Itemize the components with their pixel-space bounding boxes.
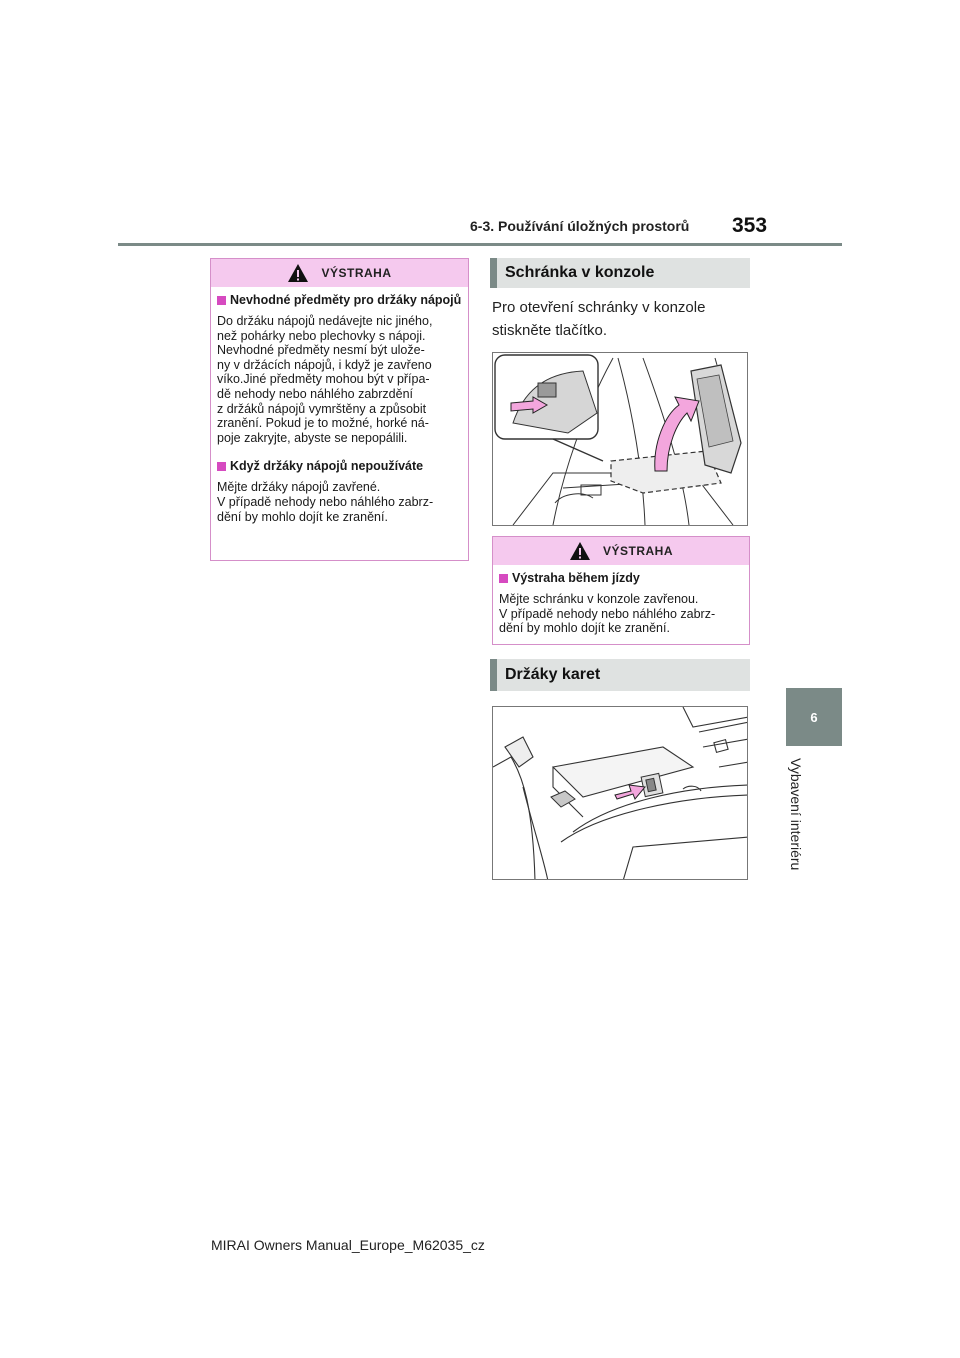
warning-heading: VÝSTRAHA <box>321 266 392 280</box>
warning-heading: VÝSTRAHA <box>602 544 673 558</box>
console-box-illustration <box>492 352 748 526</box>
card-holder-drawing <box>493 707 748 880</box>
warning-item-text: Mějte schránku v konzole zavřenou. V případě nehody nebo náhlého zabrz- dění by mohlo dojít ke zranění. <box>499 592 716 636</box>
chapter-tab: 6 <box>786 688 842 746</box>
card-holder-illustration <box>492 706 748 880</box>
footer-manual-id: MIRAI Owners Manual_Europe_M62035_cz <box>211 1237 485 1253</box>
warning-item-title: Nevhodné předměty pro držáky nápojů <box>217 293 462 308</box>
warning-item-text: Mějte držáky nápojů zavřené. V případě nehody nebo náhlého zabrz- dění by mohlo dojít ke zranění. <box>217 480 434 524</box>
warning-box-cup-holders <box>210 258 469 561</box>
warning-item-title: Když držáky nápojů nepoužíváte <box>217 459 462 474</box>
warning-box-driving <box>492 536 750 645</box>
console-box-instructions: Pro otevření schránky v konzole stiskněte tlačítko. <box>492 299 706 339</box>
warning-item-text: Do držáku nápojů nedávejte nic jiného, než pohárky nebo plechovky s nápoji. Nevhodné předměty nesmí být ulože- ny v držácích nápojů, i když je zavřeno víko.Jiné předměty mohou být v přípa- dě nehody nebo náhlého zabrzdění z držáků nápojů vymrštěny a způsobit zranění. Pokud je to možné, horké ná- poje zakryjte, abyste se nepopálili. <box>217 314 433 445</box>
section-title: 6-3. Používání úložných prostorů <box>470 218 690 234</box>
section-heading-console-box: Schránka v konzole <box>490 258 750 288</box>
section-heading-card-holders: Držáky karet <box>490 659 750 691</box>
header-divider <box>118 243 842 246</box>
warning-header <box>493 537 749 565</box>
chapter-label: Vybavení interiéru <box>788 758 804 871</box>
bullet-square-icon <box>217 462 226 471</box>
warning-triangle-icon <box>569 541 591 561</box>
warning-item-title: Výstraha během jízdy <box>499 571 743 586</box>
bullet-square-icon <box>217 296 226 305</box>
console-box-drawing <box>493 353 748 526</box>
warning-header <box>211 259 468 287</box>
warning-triangle-icon <box>287 263 309 283</box>
bullet-square-icon <box>499 574 508 583</box>
page-number: 353 <box>732 214 768 237</box>
